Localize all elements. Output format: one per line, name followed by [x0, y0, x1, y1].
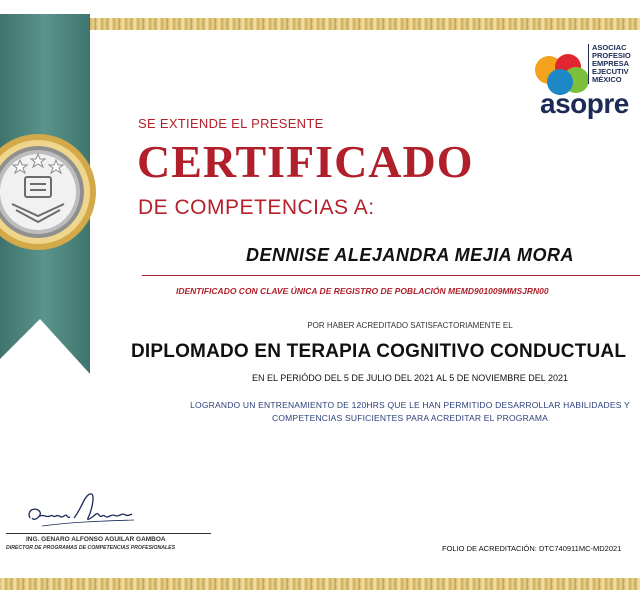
- top-gold-border: [0, 18, 640, 30]
- certificate-title: CERTIFICADO: [137, 136, 474, 187]
- asoprem-logo: [528, 40, 640, 120]
- training-line-2: COMPETENCIAS SUFICIENTES PARA ACREDITAR EL PROGRAMA: [272, 413, 548, 423]
- logo-wordmark: asopre: [540, 88, 629, 119]
- bottom-gold-border: [0, 578, 640, 590]
- logo-line: ASOCIAC: [592, 43, 627, 52]
- logo-line: MÉXICO: [592, 75, 622, 84]
- program-name: DIPLOMADO EN TERAPIA COGNITIVO CONDUCTUAL: [131, 341, 627, 362]
- folio-number: FOLIO DE ACREDITACIÓN: DTC740911MC-MD2021: [442, 544, 622, 553]
- award-seal-icon: [0, 132, 98, 252]
- logo-line: EMPRESA: [592, 59, 630, 68]
- handwritten-signature: [22, 488, 142, 534]
- intro-text: SE EXTIENDE EL PRESENTE: [138, 116, 324, 131]
- training-line-1: LOGRANDO UN ENTRENAMIENTO DE 120HRS QUE LE HAN PERMITIDO DESARROLLAR HABILIDADES Y: [190, 400, 630, 410]
- logo-text-block: [588, 44, 631, 84]
- signer-role: DIRECTOR DE PROGRAMAS DE COMPETENCIAS PROFESIONALES: [6, 545, 176, 551]
- training-text: [150, 399, 640, 425]
- signature-line: [6, 533, 211, 534]
- recipient-name: DENNISE ALEJANDRA MEJIA MORA: [245, 245, 575, 265]
- logo-line: PROFESIO: [592, 51, 631, 60]
- curp-line: IDENTIFICADO CON CLAVE ÚNICA DE REGISTRO DE POBLACIÓN MEMD901009MMSJRN00: [176, 286, 549, 296]
- name-underline: [142, 275, 640, 276]
- logo-line: EJECUTIV: [592, 67, 629, 76]
- period-text: EN EL PERIÓDO DEL 5 DE JULIO DEL 2021 AL 5 DE NOVIEMBRE DEL 2021: [252, 373, 568, 383]
- signer-name: ING. GENARO ALFONSO AGUILAR GAMBOA: [26, 536, 166, 543]
- certificate-subtitle: DE COMPETENCIAS A:: [138, 196, 375, 219]
- accredit-text: POR HABER ACREDITADO SATISFACTORIAMENTE EL: [307, 321, 513, 330]
